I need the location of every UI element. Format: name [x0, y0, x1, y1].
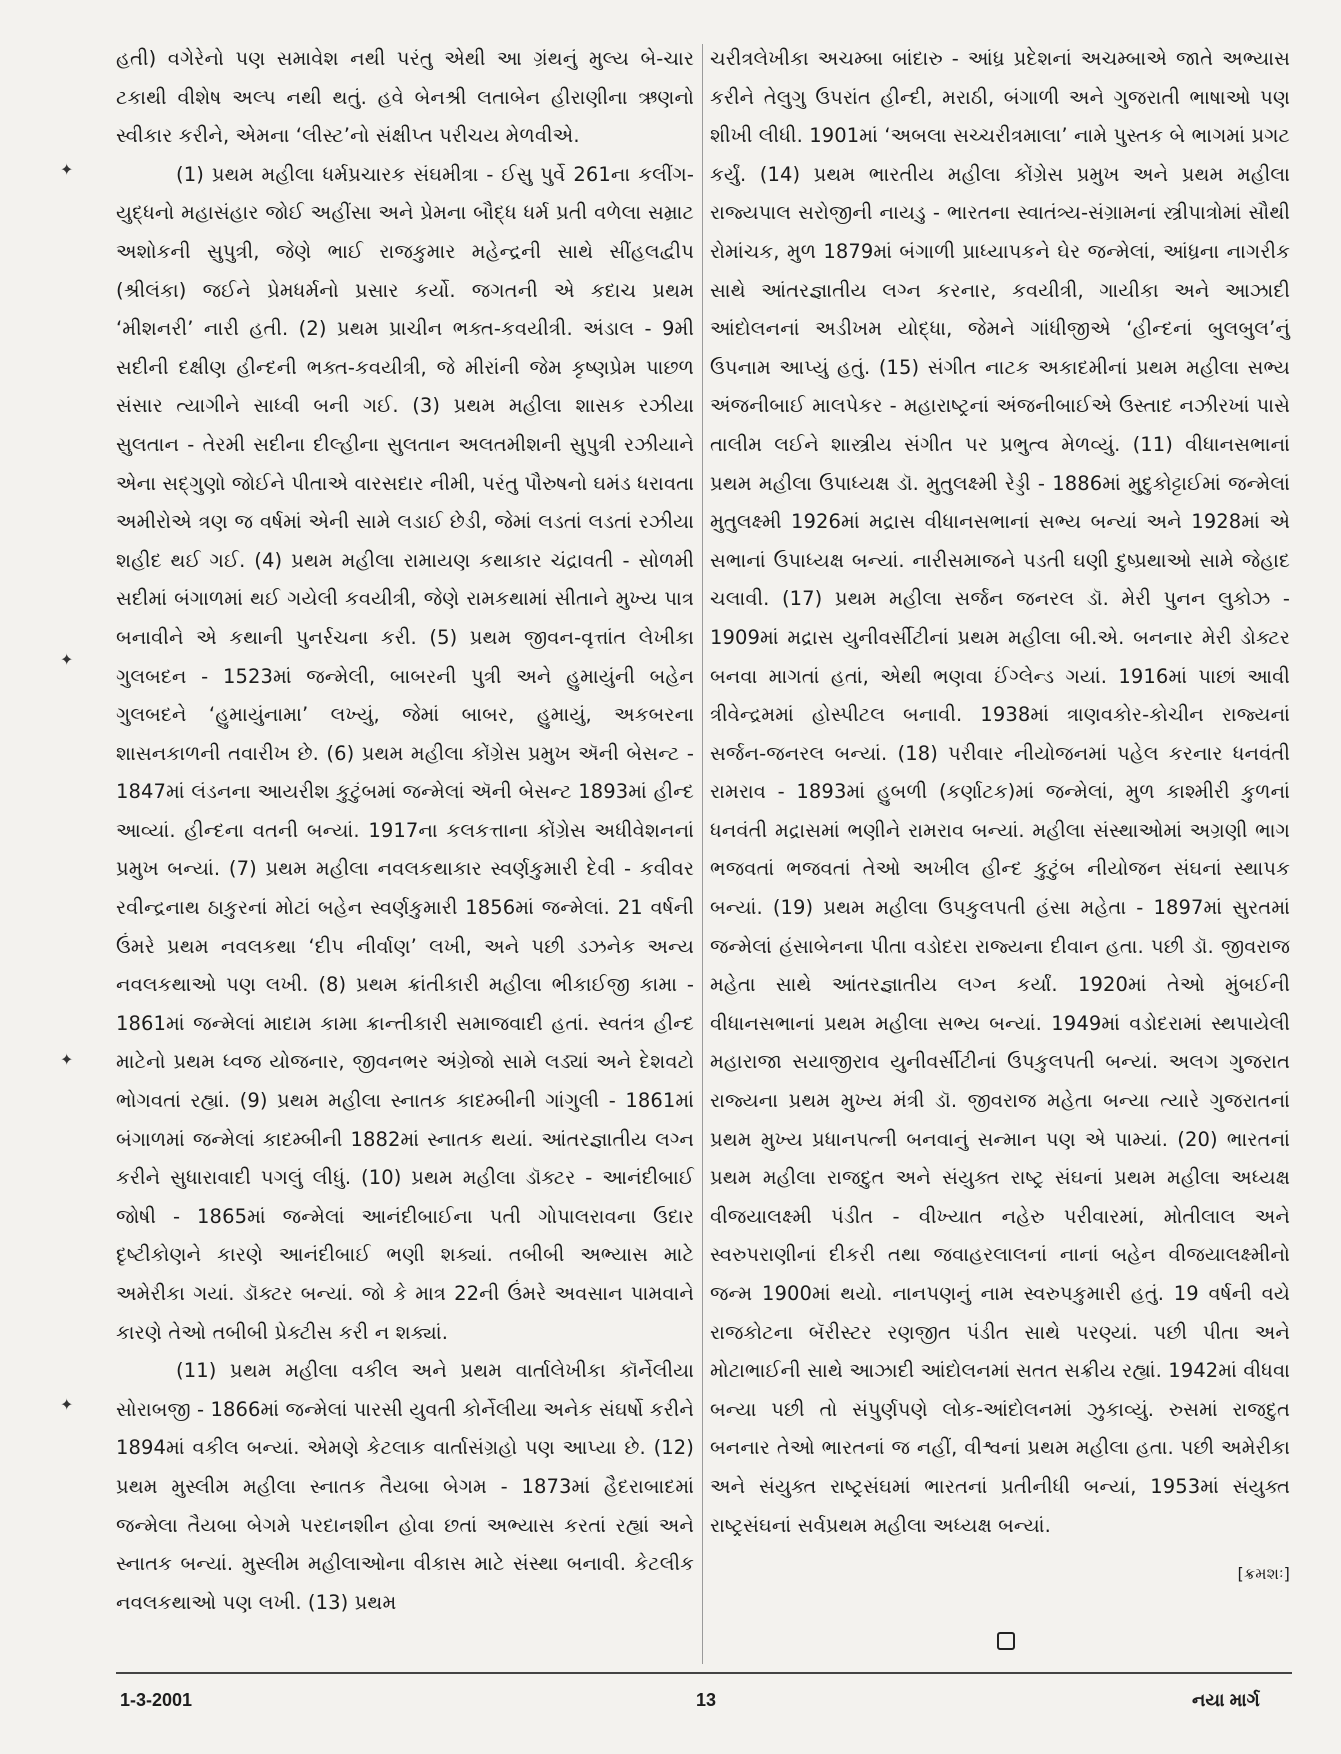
left-column [116, 40, 694, 1622]
paragraph: ચરીત્રલેખીકા અચમ્બા બાંદારુ - આંધ્ર પ્રદેશનાં અચમ્બાએ જાતે અભ્યાસ કરીને તેલુગુ ઉપરાંત હીન્દી, મરાઠી, બંગાળી અને ગુજરાતી ભાષાઓ પણ શીખી લીધી. 1901માં ‘અબલા સચ્ચરીત્રમાલા’ નામે પુસ્તક બે ભાગમાં પ્રગટ કર્યું. (14) પ્રથમ ભારતીય મહીલા કોંગ્રેસ પ્રમુખ અને પ્રથમ મહીલા રાજ્યપાલ સરોજીની નાયડુ - ભારતના સ્વાતંત્ર્ય-સંગ્રામનાં સ્ત્રીપાત્રોમાં સૌથી રોમાંચક, મુળ 1879માં બંગાળી પ્રાધ્યાપકને ઘેર જન્મેલાં, આંધ્રના નાગરીક સાથે આંતરજ્ઞાતીય લગ્ન કરનાર, કવયીત્રી, ગાયીકા અને આઝાદી આંદોલનનાં અડીખમ યોદ્ધા, જેમને ગાંધીજીએ ‘હીન્દનાં બુલબુલ’નું ઉપનામ આપ્યું હતું. (15) સંગીત નાટક અકાદમીનાં પ્રથમ મહીલા સભ્ય અંજનીબાઈ માલપેકર - મહારાષ્ટ્રનાં અંજનીબાઈએ ઉસ્તાદ નઝીરખાં પાસે તાલીમ લઈને શાસ્ત્રીય સંગીત પર પ્રભુત્વ મેળવ્યું. (11) વીધાનસભાનાં પ્રથમ મહીલા ઉપાધ્યક્ષ ડૉ. મુતુલક્ષ્મી રેડ્ડી - 1886માં મુદુકોટ્ટાઈમાં જન્મેલાં મુતુલક્ષ્મી 1926માં મદ્રાસ વીધાનસભાનાં સભ્ય બન્યાં અને 1928માં એ સભાનાં ઉપાધ્યક્ષ બન્યાં. નારીસમાજને પડતી ઘણી દુષ્પ્રથાઓ સામે જેહાદ ચલાવી. (17) પ્રથમ મહીલા સર્જન જનરલ ડૉ. મેરી પુનન લુકોઝ - 1909માં મદ્રાસ યુનીવર્સીટીનાં પ્રથમ મહીલા બી.એ. બનનાર મેરી ડોક્ટર બનવા માગતાં હતાં, એથી ભણવા ઈંગ્લેન્ડ ગયાં. 1916માં પાછાં આવી ત્રીવેન્દ્રમમાં હોસ્પીટલ બનાવી. 1938માં ત્રાણવકોર-કોચીન રાજ્યનાં સર્જન-જનરલ બન્યાં. (18) પરીવાર નીયોજનમાં પહેલ કરનાર ધનવંતી રામરાવ - 1893માં હુબળી (કર્ણાટક)માં જન્મેલાં, મુળ કાશ્મીરી કુળનાં ધનવંતી મદ્રાસમાં ભણીને રામરાવ બન્યાં. મહીલા સંસ્થાઓમાં અગ્રણી ભાગ ભજવતાં ભજવતાં તેઓ અખીલ હીન્દ કુટુંબ નીયોજન સંઘનાં સ્થાપક બન્યાં. (19) પ્રથમ મહીલા ઉપકુલપતી હંસા મહેતા - 1897માં સુરતમાં જન્મેલાં હંસાબેનના પીતા વડોદરા રાજ્યના દીવાન હતા. પછી ડૉ. જીવરાજ મહેતા સાથે આંતરજ્ઞાતીય લગ્ન કર્યાં. 1920માં તેઓ મુંબઈની વીધાનસભાનાં પ્રથમ મહીલા સભ્ય બન્યાં. 1949માં વડોદરામાં સ્થપાયેલી મહારાજા સયાજીરાવ યુનીવર્સીટીનાં ઉપકુલપતી બન્યાં. અલગ ગુજરાત રાજ્યના પ્રથમ મુખ્ય મંત્રી ડૉ. જીવરાજ મહેતા બન્યા ત્યારે ગુજરાતનાં પ્રથમ મુખ્ય પ્રધાનપત્ની બનવાનું સન્માન પણ એ પામ્યાં. (20) ભારતનાં પ્રથમ મહીલા રાજદુત અને સંયુક્ત રાષ્ટ્ર સંઘનાં પ્રથમ મહીલા અધ્યક્ષ વીજયાલક્ષ્મી પંડીત - વીખ્યાત નહેરુ પરીવારમાં, મોતીલાલ અને સ્વરુપરાણીનાં દીકરી તથા જવાહરલાલનાં નાનાં બહેન વીજયાલક્ષ્મીનો જન્મ 1900માં થયો. નાનપણનું નામ સ્વરુપકુમારી હતું. 19 વર્ષની વયે રાજકોટના બૅરીસ્ટર રણજીત પંડીત સાથે પરણ્યાં. પછી પીતા અને મોટાભાઈની સાથે આઝાદી આંદોલનમાં સતત સક્રીય રહ્યાં. 1942માં વીધવા બન્યા પછી તો સંપુર્ણપણે લોક-આંદોલનમાં ઝુકાવ્યું. રુસમાં રાજદુત બનનાર તેઓ ભારતનાં જ નહીં, વીશ્વનાં પ્રથમ મહીલા હતા. પછી અમેરીકા અને સંયુક્ત રાષ્ટ્રસંઘમાં ભારતનાં પ્રતીનીધી બન્યાં, 1953માં સંયુક્ત રાષ્ટ્રસંઘનાં સર્વપ્રથમ મહીલા અધ્યક્ષ બન્યાં. [710, 47, 1290, 1537]
paragraph: (1) પ્રથમ મહીલા ધર્મપ્રચારક સંઘમીત્રા - ઈસુ પુર્વે 261ના કલીંગ-યુદ્ધનો મહાસંહાર જોઈ અહીંસા અને પ્રેમના બૌદ્ધ ધર્મ પ્રતી વળેલા સમ્રાટ અશોકની સુપુત્રી, જેણે ભાઈ રાજકુમાર મહેન્દ્રની સાથે સીંહલદ્વીપ (શ્રીલંકા) જઈને પ્રેમધર્મનો પ્રસાર કર્યો. જગતની એ કદાચ પ્રથમ ‘મીશનરી’ નારી હતી. (2) પ્રથમ પ્રાચીન ભક્ત-કવયીત્રી. અંડાલ - 9મી સદીની દક્ષીણ હીન્દની ભક્ત-કવયીત્રી, જે મીરાંની જેમ કૃષ્ણપ્રેમ પાછળ સંસાર ત્યાગીને સાધ્વી બની ગઈ. (3) પ્રથમ મહીલા શાસક રઝીયા સુલતાન - તેરમી સદીના દીલ્હીના સુલતાન અલતમીશની સુપુત્રી રઝીયાને એના સદ્‌ગુણો જોઈને પીતાએ વારસદાર નીમી, પરંતુ પૌરુષનો ઘમંડ ધરાવતા અમીરોએ ત્રણ જ વર્ષમાં એની સામે લડાઈ છેડી, જેમાં લડતાં લડતાં રઝીયા શહીદ થઈ ગઈ. (4) પ્રથમ મહીલા રામાયણ કથાકાર ચંદ્રાવતી - સોળમી સદીમાં બંગાળમાં થઈ ગયેલી કવયીત્રી, જેણે રામકથામાં સીતાને મુખ્ય પાત્ર બનાવીને એ કથાની પુનર્રચના કરી. (5) પ્રથમ જીવન-વૃત્તાંત લેખીકા ગુલબદન - 1523માં જન્મેલી, બાબરની પુત્રી અને હુમાયુંની બહેન ગુલબદને ‘હુમાયુંનામા’ લખ્યું, જેમાં બાબર, હુમાયું, અકબરના શાસનકાળની તવારીખ છે. (6) પ્રથમ મહીલા કોંગ્રેસ પ્રમુખ ઍની બેસન્ટ - 1847માં લંડનના આયરીશ કુટુંબમાં જન્મેલાં ઍની બેસન્ટ 1893માં હીન્દ આવ્યાં. હીન્દના વતની બન્યાં. 1917ના કલકત્તાના કોંગ્રેસ અધીવેશનનાં પ્રમુખ બન્યાં. (7) પ્રથમ મહીલા નવલકથાકાર સ્વર્ણકુમારી દેવી - કવીવર રવીન્દ્રનાથ ઠાકુરનાં મોટાં બહેન સ્વર્ણકુમારી 1856માં જન્મેલાં. 21 વર્ષની ઉંમરે પ્રથમ નવલકથા ‘દીપ નીર્વાણ’ લખી, અને પછી ડઝનેક અન્ય નવલકથાઓ પણ લખી. (8) પ્રથમ ક્રાંતીકારી મહીલા ભીકાઈજી કામા - 1861માં જન્મેલાં માદામ કામા ક્રાન્તીકારી સમાજવાદી હતાં. સ્વતંત્ર હીન્દ માટેનો પ્રથમ ધ્વજ યોજનાર, જીવનભર અંગ્રેજો સામે લડ્યાં અને દેશવટો ભોગવતાં રહ્યાં. (9) પ્રથમ મહીલા સ્નાતક કાદમ્બીની ગાંગુલી - 1861માં બંગાળમાં જન્મેલાં કાદમ્બીની 1882માં સ્નાતક થયાં. આંતરજ્ઞાતીય લગ્ન કરીને સુધારાવાદી પગલું લીધું. (10) પ્રથમ મહીલા ડૉક્ટર - આનંદીબાઈ જોષી - 1865માં જન્મેલાં આનંદીબાઈના પતી ગોપાલરાવના ઉદાર દૃષ્ટીકોણને કારણે આનંદીબાઈ ભણી શક્યાં. તબીબી અભ્યાસ માટે અમેરીકા ગયાં. ડૉક્ટર બન્યાં. જો કે માત્ર 22ની ઉંમરે અવસાન પામવાને કારણે તેઓ તબીબી પ્રેક્ટીસ કરી ન શક્યાં. [116, 162, 694, 1344]
end-of-article-box [997, 1632, 1015, 1650]
paragraph: હતી) વગેરેનો પણ સમાવેશ નથી પરંતુ એથી આ ગ્રંથનું મુલ્ય બે-ચાર ટકાથી વીશેષ અલ્પ નથી થતું. હવે બેનશ્રી લતાબેન હીરાણીના ઋણનો સ્વીકાર કરીને, એમના ‘લીસ્ટ’નો સંક્ષીપ્ત પરીચય મેળવીએ. [116, 47, 694, 148]
footer-date: 1-3-2001 [120, 1690, 193, 1710]
margin-mark: ✦ [60, 1050, 74, 1069]
paragraph: (11) પ્રથમ મહીલા વકીલ અને પ્રથમ વાર્તાલેખીકા કૉર્નેલીયા સોરાબજી - 1866માં જન્મેલાં પારસી યુવતી કોર્નેલીયા અનેક સંઘર્ષો કરીને 1894માં વકીલ બન્યાં. એમણે કેટલાક વાર્તાસંગ્રહો પણ આપ્યા છે. (12) પ્રથમ મુસ્લીમ મહીલા સ્નાતક તૈયબા બેગમ - 1873માં હૈદરાબાદમાં જન્મેલા તૈયબા બેગમે પરદાનશીન હોવા છતાં અભ્યાસ કરતાં રહ્યાં અને સ્નાતક બન્યાં. મુસ્લીમ મહીલાઓના વીકાસ માટે સંસ્થા બનાવી. કેટલીક નવલકથાઓ પણ લખી. (13) પ્રથમ [116, 1359, 694, 1614]
page-number: 13 [696, 1690, 717, 1710]
magazine-name: નયા માર્ગ [1192, 1690, 1260, 1710]
margin-mark: ✦ [60, 1395, 74, 1414]
margin-mark: ✦ [60, 650, 74, 669]
footer-rule [116, 1672, 1292, 1674]
column-divider [702, 44, 703, 1664]
right-column [710, 40, 1290, 1594]
continued-label: [ક્રમશઃ] [1237, 1564, 1290, 1584]
margin-mark: ✦ [60, 160, 74, 179]
